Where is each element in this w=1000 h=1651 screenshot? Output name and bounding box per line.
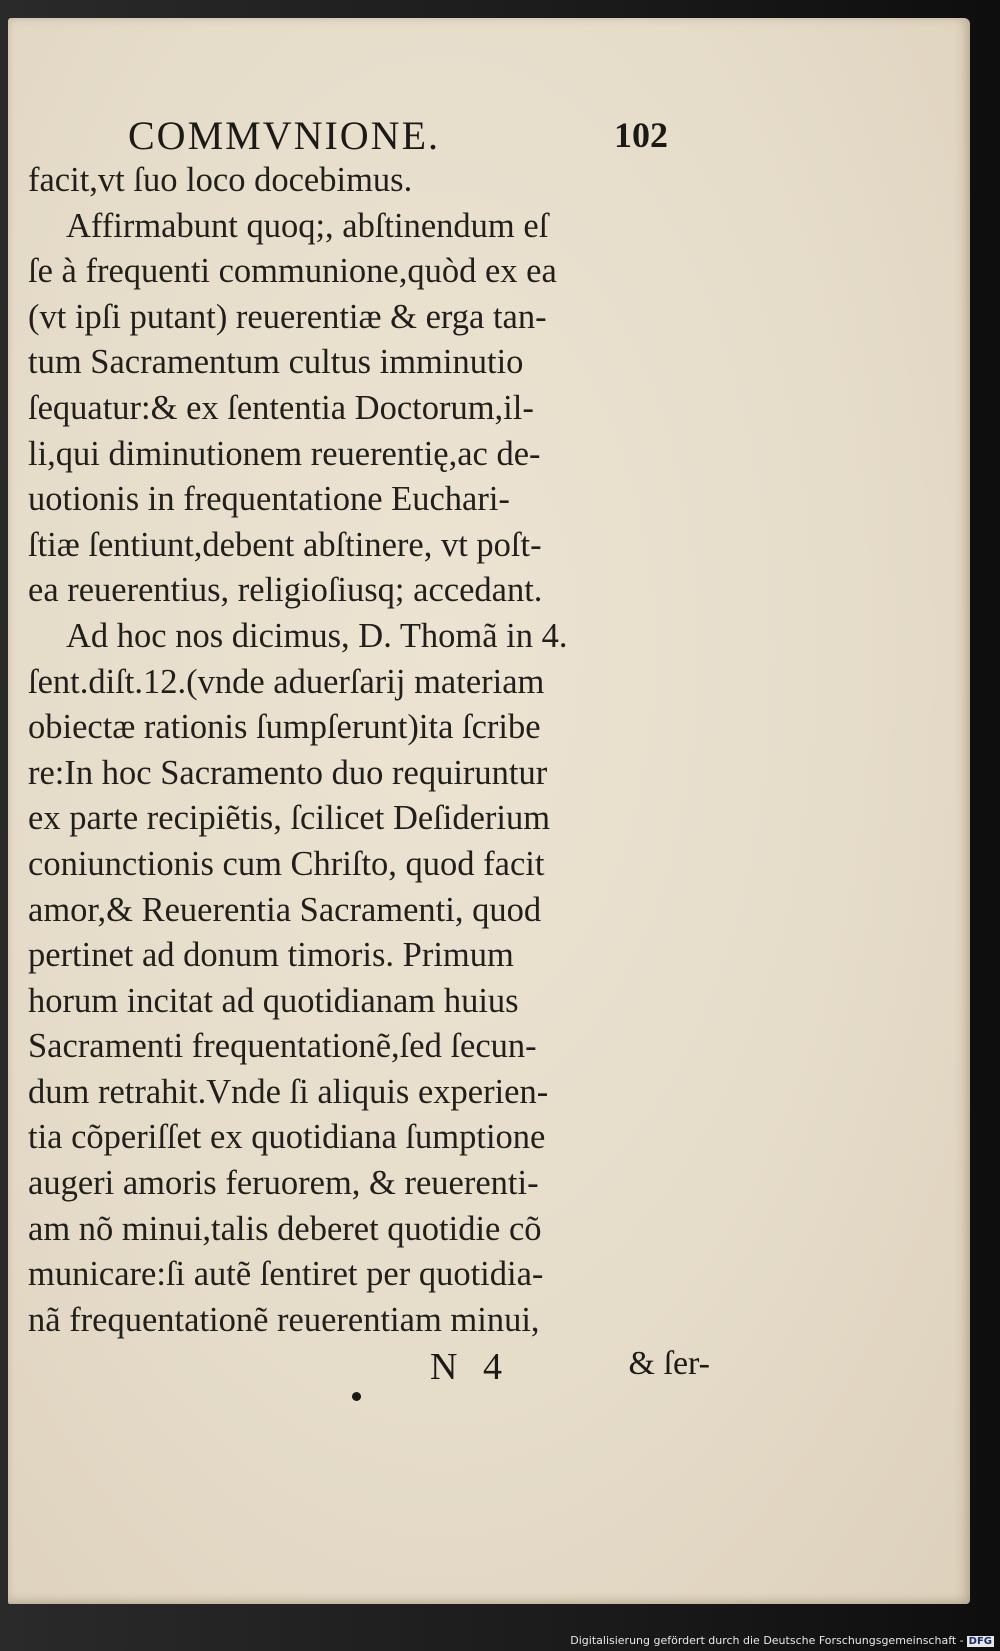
page-footer	[430, 1345, 710, 1395]
text-line: municare:ſi autẽ ſentiret per quotidia-	[28, 1255, 544, 1294]
text-line: re:In hoc Sacramento duo requiruntur	[28, 753, 548, 792]
page-number: 102	[614, 115, 668, 155]
text-line: facit,vt ſuo loco docebimus.	[28, 161, 413, 199]
page-header	[128, 112, 668, 162]
dfg-logo-icon: DFG	[968, 1636, 992, 1647]
text-line: ſtiæ ſentiunt,debent abſtinere, vt poſt-	[28, 525, 542, 564]
text-line: Ad hoc nos dicimus, D. Thomã in 4.	[66, 616, 568, 655]
text-line: ſequatur:& ex ſententia Doctorum,il-	[28, 388, 534, 427]
text-line: nã frequentationẽ reuerentiam minui,	[28, 1300, 540, 1339]
text-line: amor,& Reuerentia Sacramenti, quod	[28, 890, 542, 929]
text-line: ſent.diſt.12.(vnde aduerſarij materiam	[28, 662, 545, 701]
text-line: Sacramenti frequentationẽ,ſed ſecun-	[28, 1027, 537, 1066]
signature-mark: N 4	[430, 1346, 510, 1388]
text-line: ſe à frequenti communione,quòd ex ea	[28, 252, 557, 291]
text-line: (vt ipſi putant) reuerentiæ & erga tan-	[28, 297, 547, 336]
text-line: tum Sacramentum cultus imminutio	[28, 343, 524, 382]
ink-dot	[352, 1392, 361, 1401]
text-line: li,qui diminutionem reuerentię,ac de-	[28, 434, 541, 473]
text-line: ex parte recipiẽtis, ſcilicet Deſiderium	[28, 799, 551, 838]
text-line: ea reuerentius, religioſiusq; accedant.	[28, 571, 543, 610]
body-text	[28, 158, 718, 1343]
text-line: augeri amoris feruorem, & reuerenti-	[28, 1164, 539, 1203]
running-head: COMMVNIONE.	[128, 113, 440, 158]
text-line: Affirmabunt quoq;, abſtinendum eſ	[66, 206, 549, 245]
text-line: pertinet ad donum timoris. Primum	[28, 936, 514, 975]
catchword: & ſer-	[628, 1345, 710, 1382]
digitization-credit	[570, 1634, 994, 1647]
text-line: coniunctionis cum Chriſto, quod facit	[28, 844, 545, 883]
text-line: horum incitat ad quotidianam huius	[28, 981, 519, 1020]
text-line: tia cõperiſſet ex quotidiana ſumptione	[28, 1118, 546, 1157]
text-line: am nõ minui,talis deberet quotidie cõ	[28, 1209, 542, 1248]
text-line: dum retrahit.Vnde ſi aliquis experien-	[28, 1072, 549, 1111]
text-line: uotionis in frequentatione Euchari-	[28, 480, 510, 519]
credit-text: Digitalisierung gefördert durch die Deutsche Forschungsgemeinschaft -	[570, 1634, 964, 1647]
text-line: obiectæ rationis ſumpſerunt)ita ſcribe	[28, 708, 541, 747]
